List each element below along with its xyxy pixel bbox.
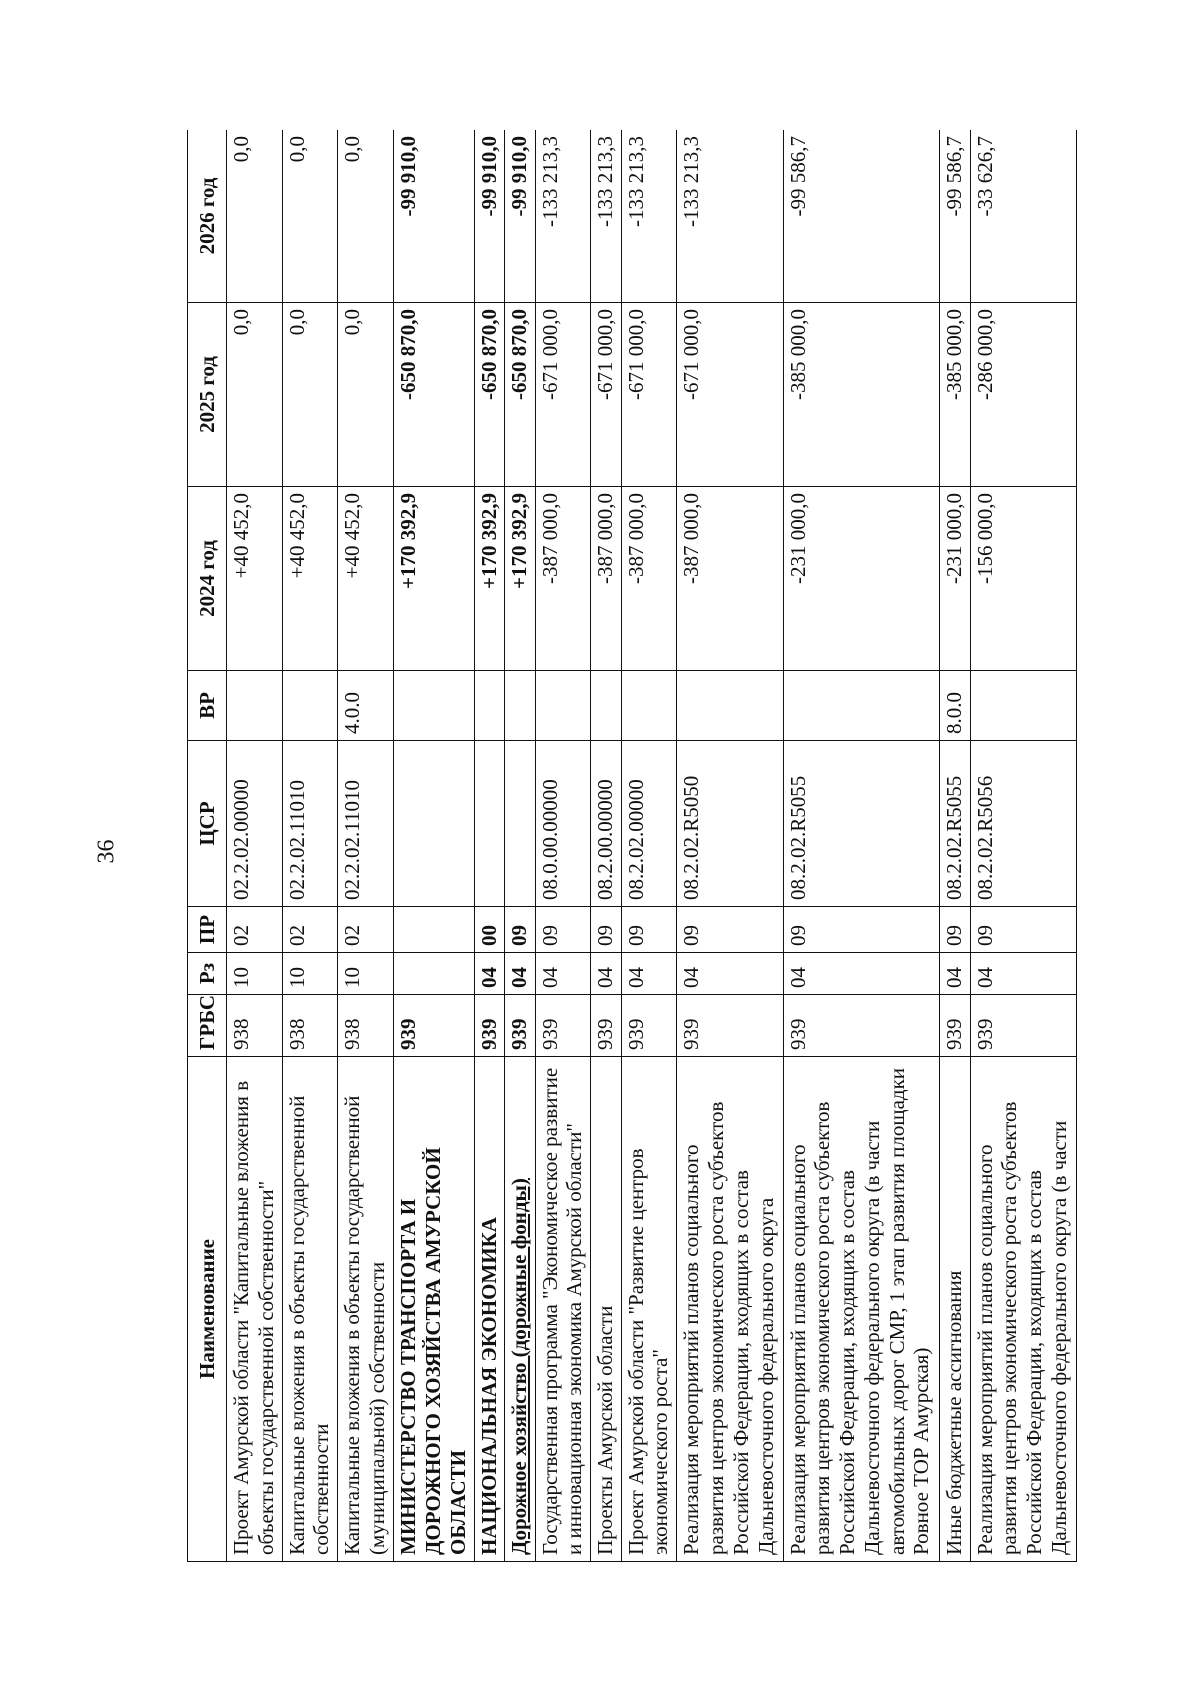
header-csr: ЦСР — [188, 741, 227, 907]
cell-rz: 10 — [338, 953, 394, 995]
cell-2025: 0,0 — [282, 303, 338, 487]
cell-2026: -133 213,3 — [591, 130, 621, 303]
cell-rz: 04 — [677, 953, 783, 995]
table-row — [940, 130, 970, 1562]
cell-2024: +40 452,0 — [227, 487, 283, 671]
cell-2025: -650 870,0 — [393, 303, 474, 487]
cell-2026: 0,0 — [338, 130, 394, 303]
header-name: Наименование — [188, 1057, 227, 1562]
cell-pr: 02 — [227, 907, 283, 953]
cell-pr: 02 — [282, 907, 338, 953]
cell-rz: 04 — [783, 953, 940, 995]
cell-pr: 09 — [591, 907, 621, 953]
cell-2025: -650 870,0 — [505, 303, 535, 487]
cell-grbs: 939 — [783, 995, 940, 1057]
cell-pr: 09 — [783, 907, 940, 953]
cell-2024: -387 000,0 — [621, 487, 677, 671]
budget-table — [187, 130, 1077, 1562]
cell-csr: 08.2.02.R5050 — [677, 741, 783, 907]
cell-csr: 08.2.02.00000 — [621, 741, 677, 907]
cell-2025: -671 000,0 — [677, 303, 783, 487]
header-2024: 2024 год — [188, 487, 227, 671]
cell-2024: -231 000,0 — [783, 487, 940, 671]
cell-vr — [227, 671, 283, 741]
cell-2024: -387 000,0 — [591, 487, 621, 671]
table-row — [783, 130, 940, 1562]
cell-name: Проект Амурской области "Развитие центров экономического роста" — [621, 1057, 677, 1562]
cell-2024: +40 452,0 — [338, 487, 394, 671]
cell-2025: 0,0 — [338, 303, 394, 487]
cell-csr: 02.2.02.00000 — [227, 741, 283, 907]
cell-csr — [505, 741, 535, 907]
table-row — [338, 130, 394, 1562]
table-row — [505, 130, 535, 1562]
cell-grbs: 939 — [393, 995, 474, 1057]
cell-csr: 02.2.02.11010 — [338, 741, 394, 907]
cell-2025: 0,0 — [227, 303, 283, 487]
cell-vr — [474, 671, 504, 741]
cell-csr: 08.2.02.R5055 — [940, 741, 970, 907]
cell-name: Реализация мероприятий планов социального развития центров экономического роста субъектов Российской Федерации, входящих в состав Дальневосточного федерального округа (в части — [970, 1057, 1076, 1562]
cell-name: Капитальные вложения в объекты государственной (муниципальной) собственности — [338, 1057, 394, 1562]
cell-2024: +170 392,9 — [474, 487, 504, 671]
cell-pr: 09 — [505, 907, 535, 953]
cell-2024: -387 000,0 — [535, 487, 591, 671]
cell-vr — [970, 671, 1076, 741]
cell-vr — [621, 671, 677, 741]
cell-2025: -671 000,0 — [591, 303, 621, 487]
cell-rz: 10 — [227, 953, 283, 995]
cell-csr — [474, 741, 504, 907]
header-grbs: ГРБС — [188, 995, 227, 1057]
header-2026: 2026 год — [188, 130, 227, 303]
cell-rz: 04 — [621, 953, 677, 995]
cell-vr — [783, 671, 940, 741]
table-row — [474, 130, 504, 1562]
cell-csr: 02.2.02.11010 — [282, 741, 338, 907]
table-row — [282, 130, 338, 1562]
header-pr: ПР — [188, 907, 227, 953]
cell-vr — [282, 671, 338, 741]
cell-vr — [505, 671, 535, 741]
cell-name: Проект Амурской области "Капитальные вложения в объекты государственной собственности" — [227, 1057, 283, 1562]
cell-name: Реализация мероприятий планов социального развития центров экономического роста субъектов Российской Федерации, входящих в состав Дальневосточного федерального округа — [677, 1057, 783, 1562]
cell-2024: +170 392,9 — [393, 487, 474, 671]
cell-grbs: 939 — [970, 995, 1076, 1057]
cell-vr — [393, 671, 474, 741]
cell-2025: -671 000,0 — [535, 303, 591, 487]
cell-rz: 04 — [940, 953, 970, 995]
cell-pr: 00 — [474, 907, 504, 953]
page-number: 36 — [93, 839, 120, 864]
rotated-table-frame — [187, 130, 1077, 1562]
table-header-row — [188, 130, 227, 1562]
cell-2024: -231 000,0 — [940, 487, 970, 671]
cell-csr: 08.0.00.00000 — [535, 741, 591, 907]
header-vr: ВР — [188, 671, 227, 741]
cell-vr: 4.0.0 — [338, 671, 394, 741]
table-row — [591, 130, 621, 1562]
cell-grbs: 939 — [505, 995, 535, 1057]
cell-vr — [677, 671, 783, 741]
cell-2024: +170 392,9 — [505, 487, 535, 671]
cell-grbs: 939 — [621, 995, 677, 1057]
cell-csr: 08.2.02.R5056 — [970, 741, 1076, 907]
cell-pr: 02 — [338, 907, 394, 953]
cell-pr: 09 — [677, 907, 783, 953]
cell-vr: 8.0.0 — [940, 671, 970, 741]
cell-2026: -33 626,7 — [970, 130, 1076, 303]
table-row — [677, 130, 783, 1562]
header-rz: Рз — [188, 953, 227, 995]
cell-rz — [393, 953, 474, 995]
cell-2026: -99 586,7 — [783, 130, 940, 303]
cell-2026: -99 586,7 — [940, 130, 970, 303]
cell-2026: -133 213,3 — [535, 130, 591, 303]
cell-name: МИНИСТЕРСТВО ТРАНСПОРТА И ДОРОЖНОГО ХОЗЯЙСТВА АМУРСКОЙ ОБЛАСТИ — [393, 1057, 474, 1562]
cell-grbs: 939 — [677, 995, 783, 1057]
cell-2025: -385 000,0 — [783, 303, 940, 487]
table-row — [621, 130, 677, 1562]
table-row — [535, 130, 591, 1562]
cell-pr: 09 — [535, 907, 591, 953]
cell-rz: 04 — [591, 953, 621, 995]
cell-2026: -99 910,0 — [393, 130, 474, 303]
cell-rz: 04 — [505, 953, 535, 995]
cell-name: Проекты Амурской области — [591, 1057, 621, 1562]
table-row — [227, 130, 283, 1562]
cell-name: НАЦИОНАЛЬНАЯ ЭКОНОМИКА — [474, 1057, 504, 1562]
cell-2024: -156 000,0 — [970, 487, 1076, 671]
cell-name: Капитальные вложения в объекты государственной собственности — [282, 1057, 338, 1562]
cell-2026: 0,0 — [282, 130, 338, 303]
cell-2025: -671 000,0 — [621, 303, 677, 487]
table-row — [393, 130, 474, 1562]
cell-name: Дорожное хозяйство (дорожные фонды) — [505, 1057, 535, 1562]
table-row — [970, 130, 1076, 1562]
cell-vr — [535, 671, 591, 741]
cell-grbs: 938 — [282, 995, 338, 1057]
cell-pr: 09 — [940, 907, 970, 953]
cell-grbs: 939 — [474, 995, 504, 1057]
cell-grbs: 938 — [227, 995, 283, 1057]
cell-2024: +40 452,0 — [282, 487, 338, 671]
cell-grbs: 939 — [591, 995, 621, 1057]
cell-rz: 10 — [282, 953, 338, 995]
cell-name: Иные бюджетные ассигнования — [940, 1057, 970, 1562]
cell-pr: 09 — [970, 907, 1076, 953]
cell-grbs: 938 — [338, 995, 394, 1057]
cell-grbs: 939 — [940, 995, 970, 1057]
cell-csr: 08.2.00.00000 — [591, 741, 621, 907]
cell-2026: -99 910,0 — [474, 130, 504, 303]
budget-table-container — [187, 130, 1077, 1562]
cell-csr — [393, 741, 474, 907]
cell-2025: -385 000,0 — [940, 303, 970, 487]
cell-2026: -133 213,3 — [621, 130, 677, 303]
cell-grbs: 939 — [535, 995, 591, 1057]
cell-name: Реализация мероприятий планов социального развития центров экономического роста субъектов Российской Федерации, входящих в состав Дальневосточного федерального округа (в части автомобильных дорог СМР, 1 этап развития площадки Ровное ТОР Амурская) — [783, 1057, 940, 1562]
cell-2026: -133 213,3 — [677, 130, 783, 303]
header-2025: 2025 год — [188, 303, 227, 487]
cell-rz: 04 — [535, 953, 591, 995]
cell-pr: 09 — [621, 907, 677, 953]
cell-csr: 08.2.02.R5055 — [783, 741, 940, 907]
cell-rz: 04 — [970, 953, 1076, 995]
cell-pr — [393, 907, 474, 953]
cell-2026: -99 910,0 — [505, 130, 535, 303]
cell-vr — [591, 671, 621, 741]
cell-2025: -650 870,0 — [474, 303, 504, 487]
cell-2026: 0,0 — [227, 130, 283, 303]
cell-name: Государственная программа "Экономическое развитие и инновационная экономика Амурской области" — [535, 1057, 591, 1562]
cell-rz: 04 — [474, 953, 504, 995]
cell-2024: -387 000,0 — [677, 487, 783, 671]
cell-2025: -286 000,0 — [970, 303, 1076, 487]
